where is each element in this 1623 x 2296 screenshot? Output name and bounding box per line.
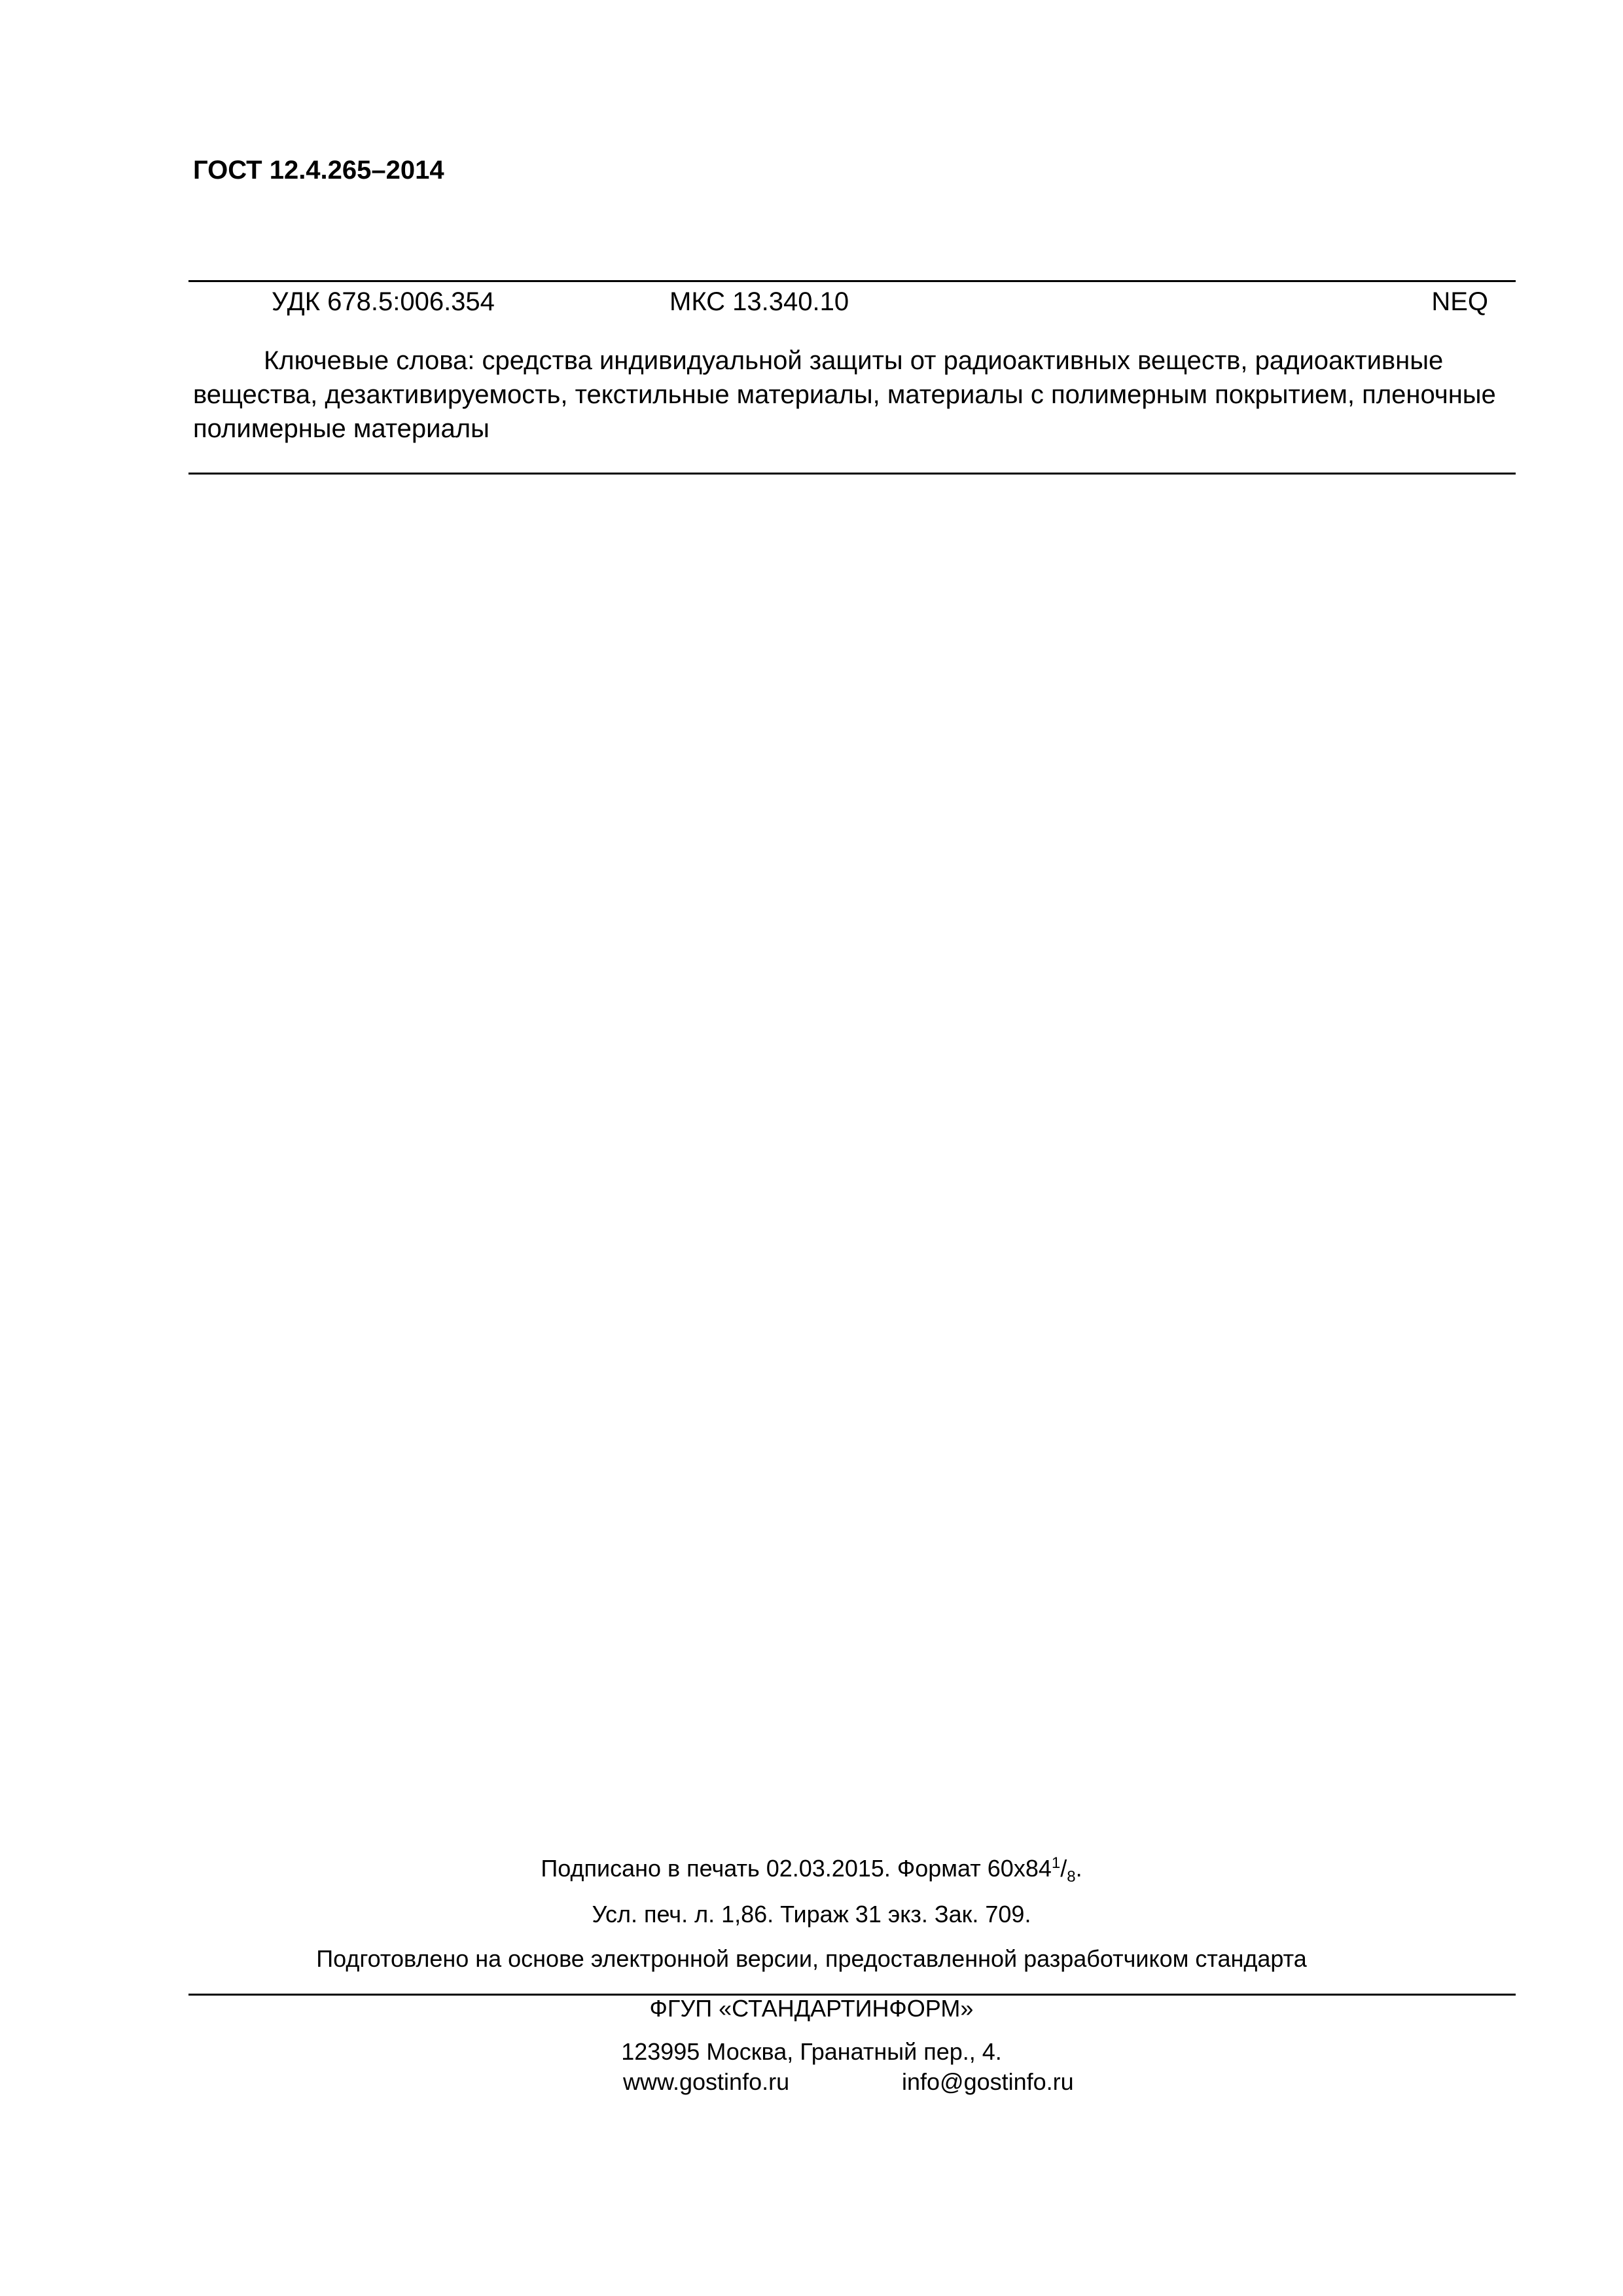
prepared-note: Подготовлено на основе электронной версии, предоставленной разработчиком стандарта [316, 1945, 1307, 1972]
email-link[interactable]: info@gostinfo.ru [902, 2068, 1074, 2095]
classification-row [0, 283, 1623, 320]
format-end: . [1075, 1855, 1082, 1882]
format-denominator: 8 [1067, 1868, 1076, 1886]
top-divider [188, 280, 1516, 282]
signed-for-print [0, 1852, 1623, 1885]
format-slash: / [1060, 1855, 1067, 1882]
publisher-address: 123995 Москва, Гранатный пер., 4. [621, 2038, 1002, 2065]
signed-text: Подписано в печать 02.03.2015. Формат 60x84 [541, 1855, 1052, 1882]
print-info: Усл. печ. л. 1,86. Тираж 31 экз. Зак. 709. [592, 1901, 1031, 1928]
keywords-divider [188, 473, 1516, 475]
mks-code: МКС 13.340.10 [669, 287, 849, 316]
neq-mark: NEQ [1431, 287, 1488, 316]
publisher-name: ФГУП «СТАНДАРТИНФОРМ» [649, 1995, 974, 2022]
website-link[interactable]: www.gostinfo.ru [623, 2068, 790, 2095]
format-numerator: 1 [1051, 1854, 1061, 1872]
keywords-paragraph: Ключевые слова: средства индивидуальной защиты от радиоактивных веществ, радиоактивные вещества, дезактивируемость, текстильные материалы, материалы с полимерным покрытием, пленочные полимерные материалы [193, 346, 1496, 443]
udk-code: УДК 678.5:006.354 [272, 287, 495, 316]
document-id: ГОСТ 12.4.265–2014 [193, 156, 444, 185]
